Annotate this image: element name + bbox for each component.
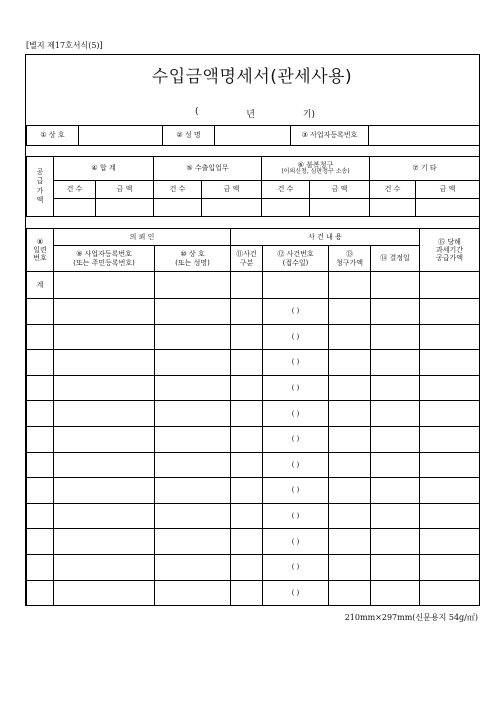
name-label: ② 성 명 — [163, 126, 215, 146]
input-cell[interactable] — [27, 375, 54, 401]
input-cell[interactable] — [155, 375, 231, 401]
input-cell[interactable] — [371, 529, 420, 555]
input-cell[interactable] — [54, 324, 155, 350]
detail-table — [26, 228, 480, 606]
client-group-header: 의 뢰 인 — [54, 229, 231, 246]
input-cell[interactable] — [329, 478, 371, 504]
input-cell[interactable] — [231, 580, 263, 606]
input-cell[interactable] — [231, 375, 263, 401]
trade-name-field[interactable] — [79, 126, 163, 146]
input-cell[interactable] — [420, 554, 480, 580]
input-cell[interactable] — [231, 478, 263, 504]
input-cell[interactable] — [329, 529, 371, 555]
input-cell[interactable] — [420, 401, 480, 427]
input-cell[interactable] — [231, 324, 263, 350]
input-cell[interactable] — [420, 272, 480, 299]
case-group-header: 사 건 내 용 — [231, 229, 420, 246]
case-no-cell[interactable]: ( ) — [263, 299, 329, 325]
col-case-no: ⑫ 사건번호 (접수일) — [263, 246, 329, 272]
table-row — [27, 350, 480, 376]
input-cell[interactable] — [329, 426, 371, 452]
input-cell[interactable] — [54, 199, 96, 217]
input-cell[interactable] — [371, 426, 420, 452]
form-number: [별지 제17호서식(5)] — [26, 41, 103, 50]
input-cell[interactable] — [329, 324, 371, 350]
count-label: 건 수 — [370, 181, 416, 199]
supply-side-label: 공 급 가 액 — [27, 157, 54, 217]
input-cell[interactable] — [54, 529, 155, 555]
input-cell[interactable] — [155, 478, 231, 504]
amount-label: 금 액 — [96, 181, 154, 199]
col-decision: ⑭ 결정일 — [371, 246, 420, 272]
case-no-cell[interactable]: ( ) — [263, 529, 329, 555]
total-row — [27, 272, 480, 299]
input-cell[interactable] — [370, 199, 416, 217]
input-cell[interactable] — [155, 324, 231, 350]
paper-spec: 210mm×297mm(신문용지 54g/㎡) — [344, 613, 478, 622]
case-no-cell[interactable]: ( ) — [263, 478, 329, 504]
business-reg-no-label: ③ 사업자등록번호 — [291, 126, 369, 146]
group-total: ④ 합 계 — [54, 157, 154, 181]
table-row — [27, 580, 480, 606]
table-row — [27, 478, 480, 504]
input-cell[interactable] — [27, 452, 54, 478]
business-reg-no-field[interactable] — [369, 126, 480, 146]
input-cell[interactable] — [231, 401, 263, 427]
group-import-export: ⑤ 수출입업무 — [154, 157, 262, 181]
input-cell[interactable] — [54, 426, 155, 452]
input-cell[interactable] — [420, 580, 480, 606]
input-cell[interactable] — [329, 401, 371, 427]
table-row — [27, 299, 480, 325]
input-cell[interactable] — [329, 580, 371, 606]
input-cell[interactable] — [420, 299, 480, 325]
input-cell[interactable] — [371, 478, 420, 504]
case-no-cell[interactable]: ( ) — [263, 426, 329, 452]
input-cell[interactable] — [371, 350, 420, 376]
input-cell[interactable] — [27, 580, 54, 606]
col-supply: ⑮ 당해 과세기간 공급가액 — [420, 229, 480, 272]
input-cell[interactable] — [420, 324, 480, 350]
trade-name-label: ① 상 호 — [27, 126, 79, 146]
input-cell[interactable] — [27, 299, 54, 325]
table-row — [27, 452, 480, 478]
input-cell[interactable] — [231, 503, 263, 529]
group-other: ⑦ 기 타 — [370, 157, 480, 181]
input-cell[interactable] — [231, 529, 263, 555]
input-cell[interactable] — [231, 299, 263, 325]
input-cell[interactable] — [155, 452, 231, 478]
col-trade: ⑩ 상 호 (또는 성명) — [155, 246, 231, 272]
col-case-type: ⑪사건 구분 — [231, 246, 263, 272]
input-cell[interactable] — [231, 272, 263, 299]
group-appeal: ⑥ 불복청구 (이의신청, 심판청구 소송) — [262, 157, 370, 181]
name-field[interactable] — [215, 126, 291, 146]
input-cell[interactable] — [371, 375, 420, 401]
input-cell[interactable] — [329, 503, 371, 529]
table-row — [27, 324, 480, 350]
table-row — [27, 401, 480, 427]
case-no-cell[interactable]: ( ) — [263, 452, 329, 478]
input-cell[interactable] — [371, 452, 420, 478]
case-no-cell[interactable]: ( ) — [263, 350, 329, 376]
input-cell[interactable] — [420, 503, 480, 529]
input-cell[interactable] — [54, 272, 155, 299]
count-label: 건 수 — [262, 181, 310, 199]
input-cell[interactable] — [371, 554, 420, 580]
col-claim: ⑬ 청구가액 — [329, 246, 371, 272]
case-no-cell[interactable]: ( ) — [263, 324, 329, 350]
input-cell[interactable] — [54, 299, 155, 325]
input-cell[interactable] — [420, 452, 480, 478]
input-cell[interactable] — [155, 272, 231, 299]
input-cell[interactable] — [54, 401, 155, 427]
total-label: 계 — [27, 272, 54, 299]
supply-table — [26, 156, 480, 217]
input-cell[interactable] — [329, 299, 371, 325]
input-cell[interactable] — [155, 299, 231, 325]
amount-label: 금 액 — [310, 181, 370, 199]
input-cell[interactable] — [27, 503, 54, 529]
input-cell[interactable] — [371, 401, 420, 427]
amount-label: 금 액 — [416, 181, 480, 199]
input-cell[interactable] — [27, 529, 54, 555]
input-cell[interactable] — [155, 350, 231, 376]
input-cell[interactable] — [54, 554, 155, 580]
amount-label: 금 액 — [202, 181, 262, 199]
input-cell[interactable] — [371, 503, 420, 529]
input-cell[interactable] — [27, 350, 54, 376]
count-label: 건 수 — [154, 181, 202, 199]
input-cell[interactable] — [54, 478, 155, 504]
table-row — [27, 426, 480, 452]
input-cell[interactable] — [371, 272, 420, 299]
input-cell[interactable] — [231, 426, 263, 452]
col-reg-no: ⑨ 사업자등록번호 (또는 주민등록번호) — [54, 246, 155, 272]
input-cell[interactable] — [54, 375, 155, 401]
case-no-cell[interactable]: ( ) — [263, 503, 329, 529]
input-cell[interactable] — [96, 199, 154, 217]
input-cell[interactable] — [329, 452, 371, 478]
input-cell[interactable] — [263, 272, 329, 299]
input-cell[interactable] — [310, 199, 370, 217]
input-cell[interactable] — [262, 199, 310, 217]
case-no-cell[interactable]: ( ) — [263, 580, 329, 606]
input-cell[interactable] — [329, 375, 371, 401]
count-label: 건 수 — [54, 181, 96, 199]
input-cell[interactable] — [371, 324, 420, 350]
input-cell[interactable] — [54, 503, 155, 529]
input-cell[interactable] — [202, 199, 262, 217]
case-no-cell[interactable]: ( ) — [263, 375, 329, 401]
input-cell[interactable] — [329, 350, 371, 376]
year-line — [195, 107, 315, 120]
year-gi: 기) — [302, 110, 315, 120]
table-row — [27, 375, 480, 401]
input-cell[interactable] — [155, 580, 231, 606]
input-cell[interactable] — [155, 426, 231, 452]
input-cell[interactable] — [27, 478, 54, 504]
input-cell[interactable] — [420, 350, 480, 376]
input-cell[interactable] — [155, 529, 231, 555]
form-title: 수입금액명세서(관세사용) — [151, 67, 353, 87]
input-cell[interactable] — [329, 554, 371, 580]
input-cell[interactable] — [371, 299, 420, 325]
input-cell[interactable] — [154, 199, 202, 217]
input-cell[interactable] — [231, 452, 263, 478]
input-cell[interactable] — [27, 401, 54, 427]
input-cell[interactable] — [371, 580, 420, 606]
input-cell[interactable] — [231, 554, 263, 580]
input-cell[interactable] — [231, 350, 263, 376]
input-cell[interactable] — [420, 478, 480, 504]
input-cell[interactable] — [27, 426, 54, 452]
input-cell[interactable] — [155, 503, 231, 529]
input-cell[interactable] — [54, 452, 155, 478]
case-no-cell[interactable]: ( ) — [263, 554, 329, 580]
input-cell[interactable] — [155, 401, 231, 427]
input-cell[interactable] — [420, 529, 480, 555]
input-cell[interactable] — [420, 375, 480, 401]
table-row — [27, 554, 480, 580]
input-cell[interactable] — [27, 324, 54, 350]
year-open: ( — [195, 107, 199, 117]
input-cell[interactable] — [420, 426, 480, 452]
input-cell[interactable] — [27, 554, 54, 580]
input-cell[interactable] — [54, 580, 155, 606]
table-row — [27, 529, 480, 555]
input-cell[interactable] — [416, 199, 480, 217]
input-cell[interactable] — [329, 272, 371, 299]
table-row — [27, 503, 480, 529]
input-cell[interactable] — [54, 350, 155, 376]
serial-label: ⑧ 일련 번호 — [27, 229, 54, 272]
input-cell[interactable] — [155, 554, 231, 580]
year-nyeon: 년 — [246, 110, 255, 120]
case-no-cell[interactable]: ( ) — [263, 401, 329, 427]
header-table — [26, 125, 480, 146]
